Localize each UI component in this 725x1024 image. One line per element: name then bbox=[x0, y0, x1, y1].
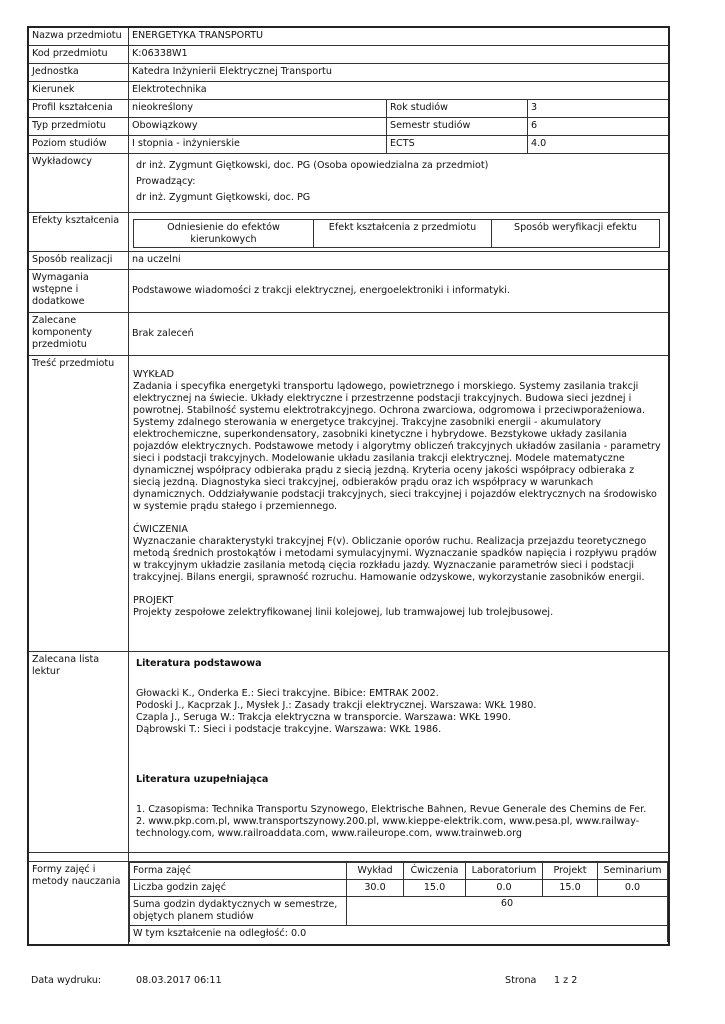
label-profil: Profil kształcenia bbox=[29, 100, 129, 117]
page-number: 1 z 2 bbox=[554, 975, 578, 986]
cwiczenia-text: Wyznaczanie charakterystyki trakcyjnej F(v). Obliczanie oporów ruchu. Realizacja przejazdu teoretycznego metodą średnich prostokątów i metodami symulacyjnymi. Wyznaczanie spadków napięcia i rozpływu prądów w trakcyjnym układzie zasilania metodą cięcia rozkładu jazdy. Wyznaczanie parametrów sieci i podstacji trakcyjnej. Bilans energii, sprawność rozruchu. Hamowanie odzyskowe, wykorzystanie zasobników energii. bbox=[133, 535, 657, 583]
label-jednostka: Jednostka bbox=[29, 64, 129, 81]
spacer-row bbox=[29, 853, 668, 862]
label-poziom: Poziom studiów bbox=[29, 136, 129, 153]
row-zalecane bbox=[29, 313, 668, 356]
value-ects: 4.0 bbox=[531, 138, 547, 149]
prowadzacy-name: dr inż. Zygmunt Giętkowski, doc. PG bbox=[136, 191, 311, 203]
syllabus-page bbox=[27, 26, 670, 946]
literatura-podstawowa-item: Czapla J., Seruga W.: Trakcja elektryczna w transporcie. Warszawa: WKŁ 1990. bbox=[136, 711, 511, 723]
prowadzacy-label: Prowadzący: bbox=[136, 175, 196, 187]
liczba-laboratorium: 0.0 bbox=[466, 880, 543, 897]
row-tresc bbox=[29, 356, 668, 652]
label-efekty: Efekty kształcenia bbox=[29, 213, 129, 251]
formy-header-cell: Seminarium bbox=[598, 863, 668, 880]
label-typ: Typ przedmiotu bbox=[29, 118, 129, 135]
label-kierunek: Kierunek bbox=[29, 82, 129, 99]
label-wykladowcy: Wykładowcy bbox=[29, 154, 129, 212]
value-poziom: I stopnia - inżynierskie bbox=[129, 136, 387, 153]
value-lektury bbox=[129, 652, 668, 852]
value-sposob: na uczelni bbox=[132, 254, 181, 265]
formy-header-cell: Forma zajęć bbox=[130, 863, 347, 880]
row-profil bbox=[29, 100, 668, 118]
label-semestr: Semestr studiów bbox=[387, 118, 528, 135]
label-formy: Formy zajęć i metody nauczania bbox=[29, 862, 129, 944]
value-wymagania: Podstawowe wiadomości z trakcji elektrycznej, energoelektroniki i informatyki. bbox=[132, 285, 510, 296]
wyklad-heading: WYKŁAD bbox=[133, 369, 174, 380]
value-kod: K:06338W1 bbox=[132, 48, 188, 59]
literatura-podstawowa-heading: Literatura podstawowa bbox=[136, 658, 262, 669]
formy-suma-row bbox=[130, 897, 668, 926]
row-kod bbox=[29, 46, 668, 64]
spacer-label bbox=[29, 853, 129, 861]
efekty-col-odniesienie: Odniesienie do efektów kierunkowych bbox=[134, 220, 314, 247]
formy-table bbox=[129, 862, 668, 942]
value-kierunek: Elektrotechnika bbox=[132, 84, 207, 95]
formy-header-cell: Laboratorium bbox=[466, 863, 543, 880]
wyklad-text: Zadania i specyfika energetyki transportu lądowego, powietrznego i morskiego. Systemy zasilania trakcji elektrycznej na świecie. Układy elektryczne i przestrzenne podstacji trakcyjnych. Budowa sieci jezdnej i powrotnej. Stabilność systemu elektrotrakcyjnego. Ochrona zwarciowa, odgromowa i przeciwporażeniowa. Systemy zdalnego sterowania w energetyce trakcyjnej. Trakcyjne zasobniki energii - akumulatory elektrochemiczne, superkondensatory, zasobniki kinetyczne i hybrydowe. Bezstykowe układy zasilania pojazdów elektrycznych. Podstawowe metody i algorytmy obliczeń trakcyjnych układów zasilania - parametry sieci i podstacji trakcyjnych. Modelowanie układu zasilania trakcji elektrycznej. Modele matematyczne dynamicznej współpracy odbieraka prądu z siecią jezdną. Kryteria oceny jakości współpracy odbieraka z siecią jezdną. Diagnostyka sieci trakcyjnej, odbieraków prądu oraz ich współpracy w warunkach dynamicznych. Oddziaływanie podstacji trakcyjnych, sieci trakcyjnej i pojazdów elektrycznych na środowisko w systemie prądu stałego i przemiennego. bbox=[133, 380, 661, 512]
row-wymagania bbox=[29, 270, 668, 313]
formy-header-cell: Ćwiczenia bbox=[404, 863, 466, 880]
value-efekty bbox=[129, 213, 668, 251]
liczba-seminarium: 0.0 bbox=[598, 880, 668, 897]
value-typ: Obowiązkowy bbox=[129, 118, 387, 135]
literatura-podstawowa-item: Dąbrowski T.: Sieci i podstacje trakcyjne. Warszawa: WKŁ 1986. bbox=[136, 723, 442, 735]
value-profil: nieokreślony bbox=[129, 100, 387, 117]
row-efekty bbox=[29, 213, 668, 252]
literatura-uzupelniajaca-item: 2. www.pkp.com.pl, www.transportszynowy.200.pl, www.kieppe-elektrik.com, www.pesa.pl, www.railway-technology.com, www.railroaddata.com, www.raileurope.com, www.trainweb.org bbox=[136, 815, 640, 839]
row-lektury bbox=[29, 652, 668, 853]
literatura-podstawowa-item: Podoski J., Kacprzak J., Mysłek J.: Zasady trakcji elektrycznej. Warszawa: WKŁ 1980. bbox=[136, 699, 537, 711]
value-formy bbox=[129, 862, 668, 944]
value-tresc bbox=[129, 356, 668, 651]
formy-header-row bbox=[130, 863, 668, 880]
syllabus-table bbox=[27, 26, 670, 946]
efekty-col-efekt: Efekt kształcenia z przedmiotu bbox=[314, 220, 492, 247]
label-wymagania: Wymagania wstępne i dodatkowe bbox=[29, 270, 129, 312]
label-ects: ECTS bbox=[387, 136, 528, 153]
value-rok: 3 bbox=[531, 102, 538, 113]
formy-liczba-row bbox=[130, 880, 668, 897]
spacer-value bbox=[129, 853, 668, 861]
row-jednostka bbox=[29, 64, 668, 82]
odleglosc-text: W tym kształcenie na odległość: 0.0 bbox=[130, 926, 668, 943]
formy-header-cell: Wykład bbox=[347, 863, 404, 880]
value-nazwa: ENERGETYKA TRANSPORTU bbox=[132, 30, 264, 41]
row-formy bbox=[29, 862, 668, 944]
efekty-col-weryfikacja: Sposób weryfikacji efektu bbox=[514, 222, 637, 233]
value-zalecane: Brak zaleceń bbox=[132, 328, 194, 339]
label-lektury: Zalecana lista lektur bbox=[29, 652, 129, 852]
print-date: 08.03.2017 06:11 bbox=[136, 975, 222, 986]
label-rok: Rok studiów bbox=[387, 100, 528, 117]
label-kod: Kod przedmiotu bbox=[29, 46, 129, 63]
liczba-projekt: 15.0 bbox=[543, 880, 598, 897]
liczba-wyklad: 30.0 bbox=[347, 880, 404, 897]
liczba-label: Liczba godzin zajęć bbox=[130, 880, 347, 897]
value-jednostka: Katedra Inżynierii Elektrycznej Transportu bbox=[132, 66, 332, 77]
suma-label: Suma godzin dydaktycznych w semestrze, objętych planem studiów bbox=[130, 897, 347, 926]
row-nazwa bbox=[29, 28, 668, 46]
label-zalecane: Zalecane komponenty przedmiotu bbox=[29, 313, 129, 355]
label-nazwa: Nazwa przedmiotu bbox=[29, 28, 129, 45]
wykladowca-odpowiedzialny: dr inż. Zygmunt Giętkowski, doc. PG (Osoba opowiedzialna za przedmiot) bbox=[136, 160, 489, 171]
liczba-cwiczenia: 15.0 bbox=[404, 880, 466, 897]
page-label: Strona bbox=[505, 975, 537, 986]
projekt-heading: PROJEKT bbox=[133, 594, 174, 606]
value-wykladowcy bbox=[129, 154, 668, 212]
efekty-header bbox=[133, 219, 660, 248]
formy-header-cell: Projekt bbox=[543, 863, 598, 880]
formy-odleglosc-row bbox=[130, 926, 668, 943]
projekt-text: Projekty zespołowe zelektryfikowanej linii kolejowej, lub tramwajowej lub trolejbusowej. bbox=[133, 606, 554, 618]
literatura-podstawowa-item: Głowacki K., Onderka E.: Sieci trakcyjne. Bibice: EMTRAK 2002. bbox=[136, 687, 439, 699]
row-wykladowcy bbox=[29, 154, 668, 213]
label-tresc: Treść przedmiotu bbox=[29, 356, 129, 651]
row-sposob bbox=[29, 252, 668, 270]
label-sposob: Sposób realizacji bbox=[29, 252, 129, 269]
literatura-uzupelniajaca-item: 1. Czasopisma: Technika Transportu Szynowego, Elektrische Bahnen, Revue Generale des Chemins de Fer. bbox=[136, 803, 647, 815]
literatura-uzupelniajaca-heading: Literatura uzupełniająca bbox=[136, 773, 269, 785]
cwiczenia-heading: ĆWICZENIA bbox=[133, 523, 188, 535]
suma-value: 60 bbox=[347, 897, 668, 926]
value-semestr: 6 bbox=[531, 120, 538, 131]
row-typ bbox=[29, 118, 668, 136]
row-kierunek bbox=[29, 82, 668, 100]
print-date-label: Data wydruku: bbox=[31, 975, 102, 986]
row-poziom bbox=[29, 136, 668, 154]
